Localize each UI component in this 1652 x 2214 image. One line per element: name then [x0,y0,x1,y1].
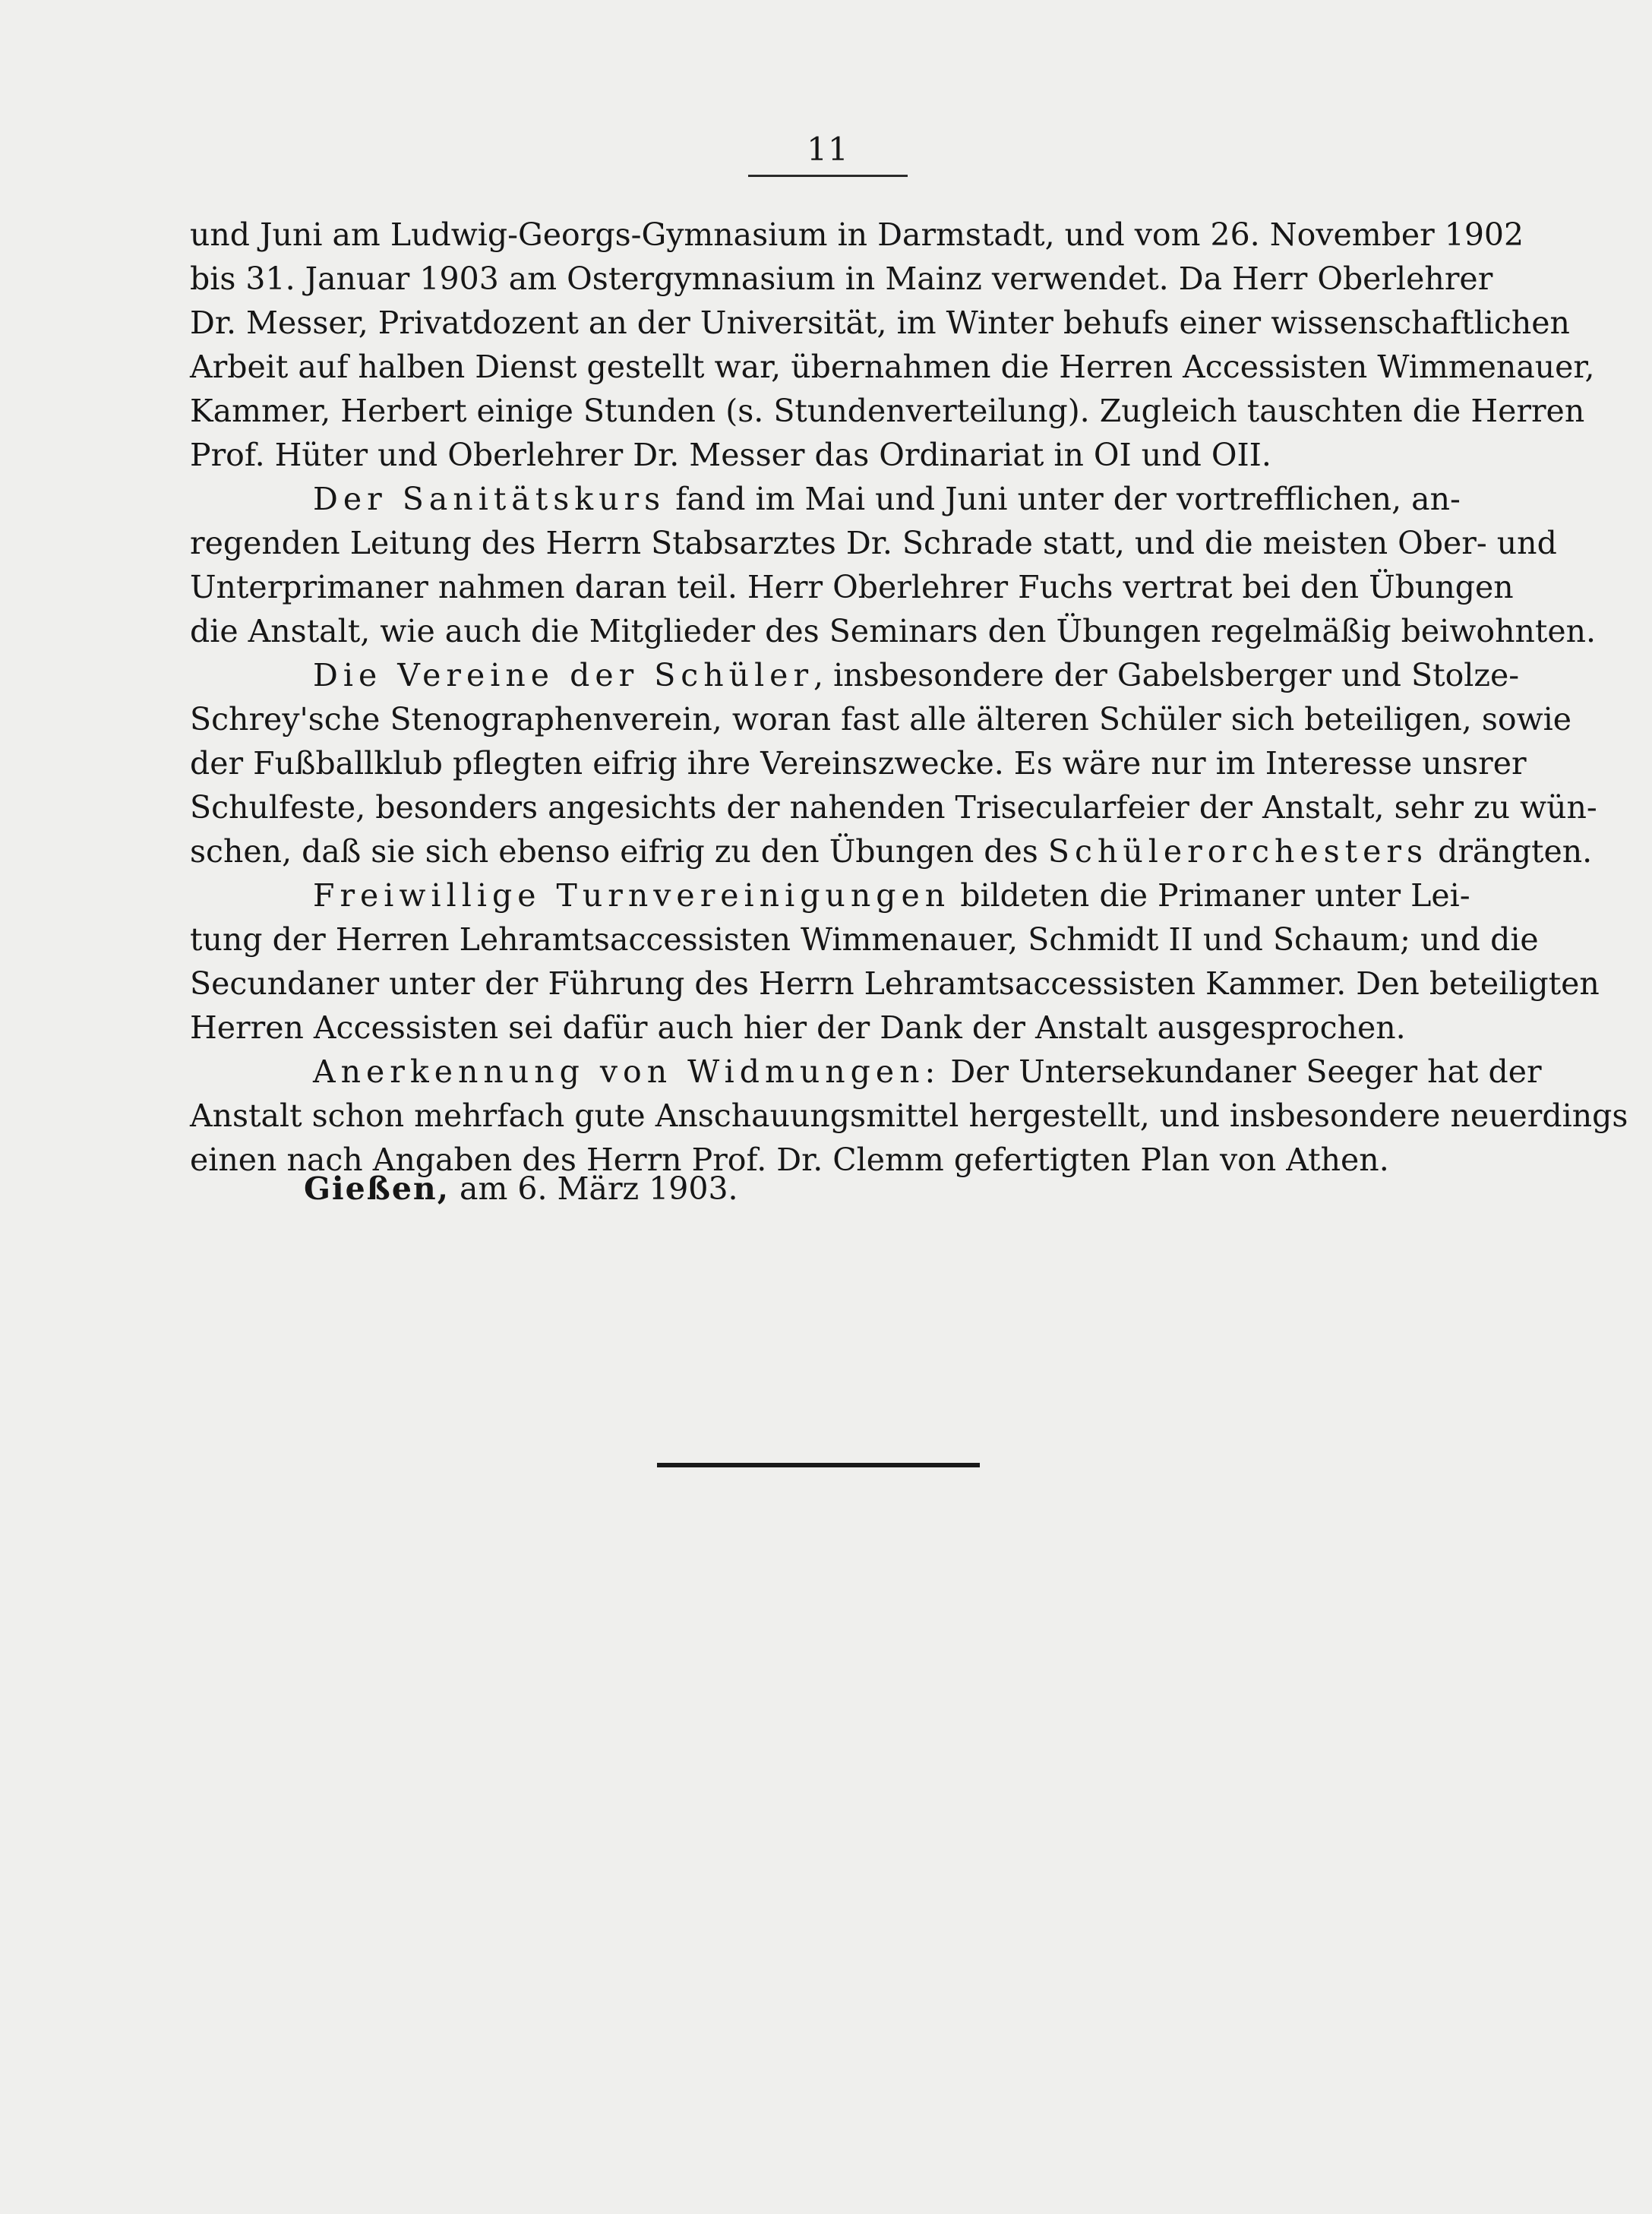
text-span: , insbesondere der Gabelsberger und Stolze- [813,657,1520,693]
text-line: Kammer, Herbert einige Stunden (s. Stundenverteilung). Zugleich tauschten die Herren [190,393,1585,429]
text-line [190,829,1593,873]
text-line: Schrey'sche Stenographenverein, woran fast alle älteren Schüler sich beteiligen, sowie [190,701,1572,737]
text-line: einen nach Angaben des Herrn Prof. Dr. Clemm gefertigten Plan von Athen. [190,1142,1389,1178]
text-line: die Anstalt, wie auch die Mitglieder des Seminars den Übungen regelmäßig beiwohnten. [190,613,1597,649]
text-line: Anstalt schon mehrfach gute Anschauungsmittel hergestellt, und insbesondere neuerdings [190,1098,1628,1134]
text-line: bis 31. Januar 1903 am Ostergymnasium in Mainz verwendet. Da Herr Oberlehrer [190,261,1493,297]
text-span: schen, daß sie sich ebenso eifrig zu den Übungen des [190,833,1048,870]
page-number: 11 [807,131,849,168]
text-span: drängten. [1428,833,1593,870]
place-name: Gießen, [304,1170,450,1207]
paragraph-first-line [190,873,1470,917]
paragraph-first-line [190,477,1461,521]
text-span: fand im Mai und Juni unter der vortrefflichen, an- [665,481,1461,517]
text-line: tung der Herren Lehramtsaccessisten Wimmenauer, Schmidt II und Schaum; und die [190,921,1539,958]
paragraph-first-line [190,1050,1542,1094]
text-line: Unterprimaner nahmen daran teil. Herr Oberlehrer Fuchs vertrat bei den Übungen [190,569,1514,605]
body-text [190,213,1628,1182]
text-line: der Fußballklub pflegten eifrig ihre Vereinszwecke. Es wäre nur im Interesse unsrer [190,745,1527,782]
text-span: Der Untersekundaner Seeger hat der [940,1053,1542,1090]
page-number-rule [748,175,908,177]
place-date-line [304,1167,738,1211]
spaced-heading: Die Vereine der Schüler [313,657,814,693]
spaced-heading: Anerkennung von Widmungen: [313,1053,941,1090]
end-rule [657,1463,980,1467]
text-line: Arbeit auf halben Dienst gestellt war, übernahmen die Herren Accessisten Wimmenauer, [190,349,1595,385]
spaced-heading: Der Sanitätskurs [313,481,666,517]
text-line: Schulfeste, besonders angesichts der nahenden Trisecularfeier der Anstalt, sehr zu wün- [190,789,1597,826]
text-line: und Juni am Ludwig-Georgs-Gymnasium in Darmstadt, und vom 26. November 1902 [190,216,1524,253]
text-span: bildeten die Primaner unter Lei- [950,877,1470,914]
spaced-heading: Freiwillige Turnvereinigungen [313,877,951,914]
paragraph-first-line [190,653,1520,697]
text-line: regenden Leitung des Herrn Stabsarztes Dr. Schrade statt, und die meisten Ober- und [190,525,1557,561]
text-line: Secundaner unter der Führung des Herrn Lehramtsaccessisten Kammer. Den beteiligten [190,965,1600,1002]
spaced-term: Schülerorchesters [1047,833,1429,870]
text-line: Dr. Messer, Privatdozent an der Universität, im Winter behufs einer wissenschaftlichen [190,305,1570,341]
text-line: Prof. Hüter und Oberlehrer Dr. Messer das Ordinariat in OI und OII. [190,437,1271,473]
closing-date: am 6. März 1903. [450,1170,738,1207]
text-line: Herren Accessisten sei dafür auch hier der Dank der Anstalt ausgesprochen. [190,1009,1406,1046]
